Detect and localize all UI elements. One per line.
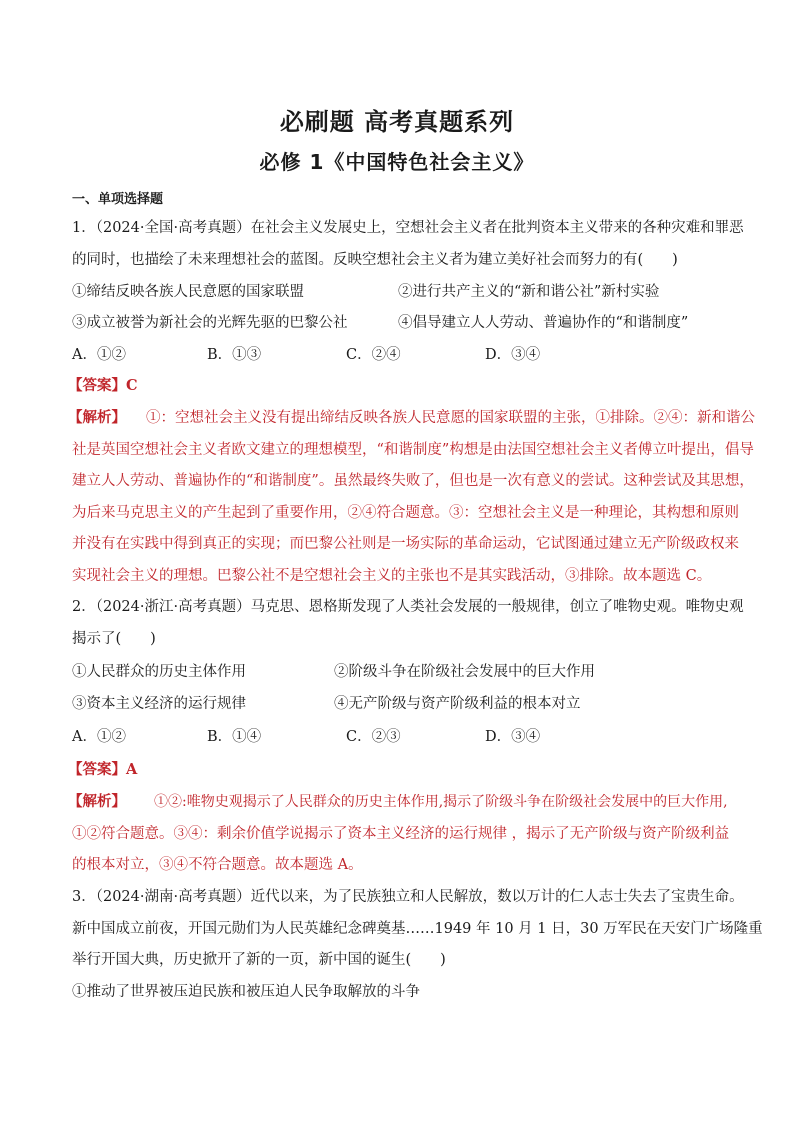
q1-item-2: ②进行共产主义的“新和谐公社”新村实验 (398, 284, 660, 300)
q2-answer (68, 760, 137, 780)
q1-analysis-line-3: 建立人人劳动、普遍协作的“和谐制度”。虽然最终失败了，但也是一次有意义的尝试。这种尝试及其思想， (72, 473, 754, 489)
q1-choice-d: D．③④ (485, 347, 541, 363)
q2-analysis-line-3: 的根本对立，③④不符合题意。故本题选 A。 (72, 857, 363, 873)
q1-choice-b: B．①③ (207, 347, 262, 363)
q3-stem-line-1: 3．（2024·湖南·高考真题）近代以来，为了民族独立和人民解放，数以万计的仁人志士失去了宝贵生命。 (72, 889, 744, 905)
q2-analysis-label: 【解析】 (68, 793, 126, 810)
q2-analysis-line-1: ①②:唯物史观揭示了人民群众的历史主体作用,揭示了阶级斗争在阶级社会发展中的巨大作用, (140, 794, 728, 810)
q2-choice-a: A．①② (72, 729, 126, 745)
q1-item-4: ④倡导建立人人劳动、普遍协作的“和谐制度” (398, 315, 689, 331)
q1-analysis-line-4: 为后来马克思主义的产生起到了重要作用，②④符合题意。③：空想社会主义是一种理论，其构想和原则 (72, 505, 739, 521)
q2-answer-value: A (126, 761, 138, 778)
q1-answer-value: C (126, 377, 138, 394)
q1-stem-line-2: 的同时，也描绘了未来理想社会的蓝图。反映空想社会主义者为建立美好社会而努力的有( ) (72, 252, 678, 268)
q2-stem-line-2: 揭示了( ) (72, 631, 156, 647)
q1-analysis-line-6: 实现社会主义的理想。巴黎公社不是空想社会主义的主张也不是其实践活动，③排除。故本题选 C。 (72, 568, 712, 584)
q1-analysis-line-5: 并没有在实践中得到真正的实现；而巴黎公社则是一场实际的革命运动，它试图通过建立无产阶级政权来 (72, 536, 739, 552)
q1-stem-line-1: 1．（2024·全国·高考真题）在社会主义发展史上，空想社会主义者在批判资本主义带来的各种灾难和罪恶 (72, 220, 744, 236)
q3-item-1: ①推动了世界被压迫民族和被压迫人民争取解放的斗争 (72, 984, 420, 1000)
q1-analysis-line-2: 社是英国空想社会主义者欧文建立的理想模型，“和谐制度”构想是由法国空想社会主义者傅立叶提出，倡导 (72, 442, 754, 458)
page-subtitle: 必修 1《中国特色社会主义》 (259, 150, 535, 174)
page-title: 必刷题 高考真题系列 (279, 108, 515, 136)
q2-stem-line-1: 2．（2024·浙江·高考真题）马克思、恩格斯发现了人类社会发展的一般规律，创立了唯物史观。唯物史观 (72, 599, 744, 615)
q1-choice-a: A．①② (72, 347, 126, 363)
q2-item-3: ③资本主义经济的运行规律 (72, 696, 246, 712)
q1-choice-c: C．②④ (346, 347, 401, 363)
section-heading: 一、单项选择题 (72, 192, 164, 207)
q2-choice-c: C．②③ (346, 729, 401, 745)
q1-answer (68, 376, 138, 396)
q2-item-1: ①人民群众的历史主体作用 (72, 664, 246, 680)
q1-analysis-label: 【解析】 (68, 409, 126, 426)
q1-analysis-line-1: ①：空想社会主义没有提出缔结反映各族人民意愿的国家联盟的主张，①排除。②④：新和谐公 (146, 410, 755, 426)
q1-item-1: ①缔结反映各族人民意愿的国家联盟 (72, 284, 304, 300)
q3-stem-line-2: 新中国成立前夜，开国元勋们为人民英雄纪念碑奠基……1949 年 10 月 1 日，30 万军民在天安门广场隆重 (72, 921, 763, 937)
q2-choice-b: B．①④ (207, 729, 262, 745)
q2-item-2: ②阶级斗争在阶级社会发展中的巨大作用 (334, 664, 595, 680)
q2-item-4: ④无产阶级与资产阶级利益的根本对立 (334, 696, 581, 712)
q1-answer-label: 【答案】 (68, 377, 126, 394)
q2-answer-label: 【答案】 (68, 761, 126, 778)
q1-item-3: ③成立被誉为新社会的光辉先驱的巴黎公社 (72, 315, 348, 331)
q3-stem-line-3: 举行开国大典，历史掀开了新的一页，新中国的诞生( ) (72, 952, 446, 968)
q2-analysis-line-2: ①②符合题意。③④：剩余价值学说揭示了资本主义经济的运行规律 ，揭示了无产阶级与资产阶级利益 (72, 826, 730, 842)
q2-choice-d: D．③④ (485, 729, 541, 745)
